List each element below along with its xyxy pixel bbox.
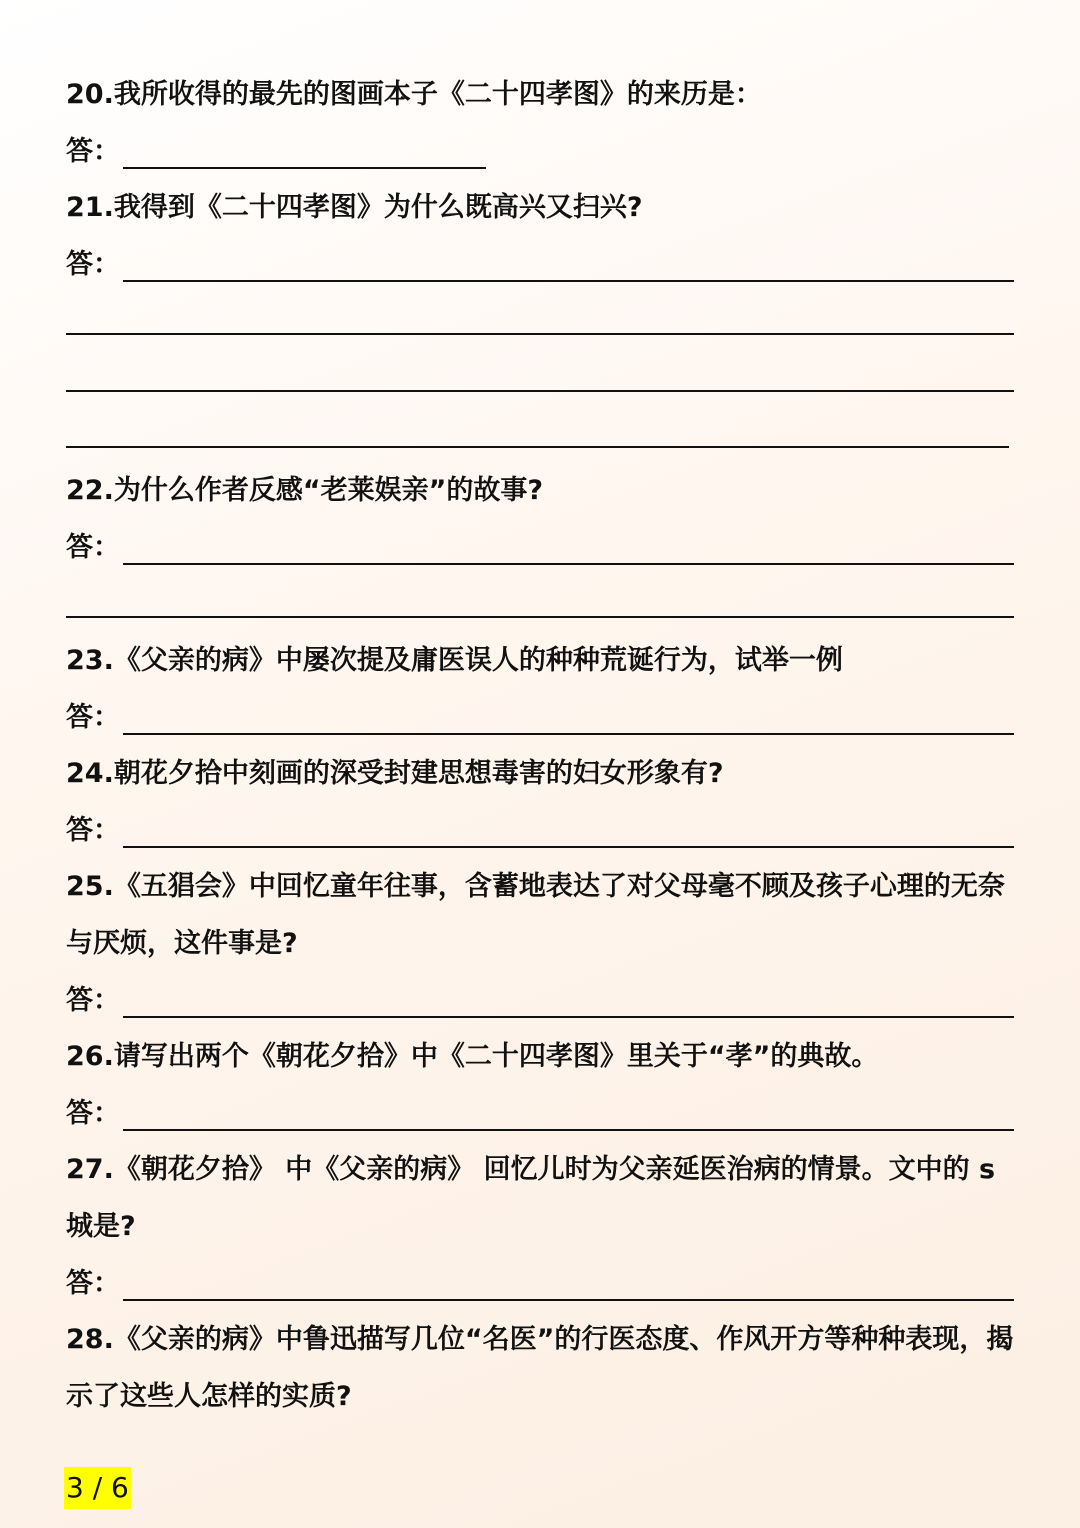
answer-20 bbox=[66, 123, 496, 180]
question-24: 24.朝花夕拾中刻画的深受封建思想毒害的妇女形象有? bbox=[66, 758, 724, 789]
answer-24 bbox=[66, 802, 1016, 859]
question-25: 25.《五猖会》中回忆童年往事，含蓄地表达了对父母毫不顾及孩子心理的无奈与厌烦，这件事是? bbox=[66, 871, 1005, 959]
question-23: 23.《父亲的病》中屡次提及庸医误人的种种荒诞行为，试举一例 bbox=[66, 645, 843, 676]
question-20: 20.我所收得的最先的图画本子《二十四孝图》的来历是： bbox=[66, 79, 762, 110]
answer-27 bbox=[66, 1255, 1016, 1312]
answer-21 bbox=[66, 236, 1016, 293]
answer-blank[interactable] bbox=[123, 846, 1014, 848]
question-28: 28.《父亲的病》中鲁迅描写几位“名医”的行医态度、作风开方等种种表现，揭示了这些人怎样的实质? bbox=[66, 1324, 1014, 1412]
answer-blank[interactable] bbox=[66, 390, 1014, 392]
answer-blank[interactable] bbox=[123, 280, 1014, 282]
answer-label: 答： bbox=[66, 1098, 120, 1129]
question-27: 27.《朝花夕拾》 中《父亲的病》 回忆儿时为父亲延医治病的情景。文中的 s 城是? bbox=[66, 1154, 996, 1242]
answer-25 bbox=[66, 972, 1016, 1029]
answer-label: 答： bbox=[66, 1268, 120, 1299]
question-22: 22.为什么作者反感“老莱娱亲”的故事? bbox=[66, 475, 543, 506]
answer-26 bbox=[66, 1085, 1016, 1142]
answer-blank[interactable] bbox=[66, 333, 1014, 335]
answer-blank[interactable] bbox=[123, 563, 1014, 565]
answer-label: 答： bbox=[66, 532, 120, 563]
answer-blank[interactable] bbox=[123, 1016, 1014, 1018]
question-21: 21.我得到《二十四孝图》为什么既高兴又扫兴? bbox=[66, 192, 643, 223]
answer-blank[interactable] bbox=[123, 733, 1014, 735]
answer-label: 答： bbox=[66, 702, 120, 733]
answer-23 bbox=[66, 689, 1016, 746]
question-26: 26.请写出两个《朝花夕拾》中《二十四孝图》里关于“孝”的典故。 bbox=[66, 1041, 879, 1072]
answer-label: 答： bbox=[66, 136, 120, 167]
answer-label: 答： bbox=[66, 815, 120, 846]
page-number: 3 / 6 bbox=[64, 1467, 131, 1509]
answer-blank[interactable] bbox=[66, 446, 1009, 448]
answer-label: 答： bbox=[66, 985, 120, 1016]
answer-blank[interactable] bbox=[66, 616, 1014, 618]
answer-blank[interactable] bbox=[123, 1129, 1014, 1131]
answer-label: 答： bbox=[66, 249, 120, 280]
answer-22 bbox=[66, 519, 1016, 576]
answer-blank[interactable] bbox=[123, 1299, 1014, 1301]
answer-blank[interactable] bbox=[123, 167, 486, 169]
